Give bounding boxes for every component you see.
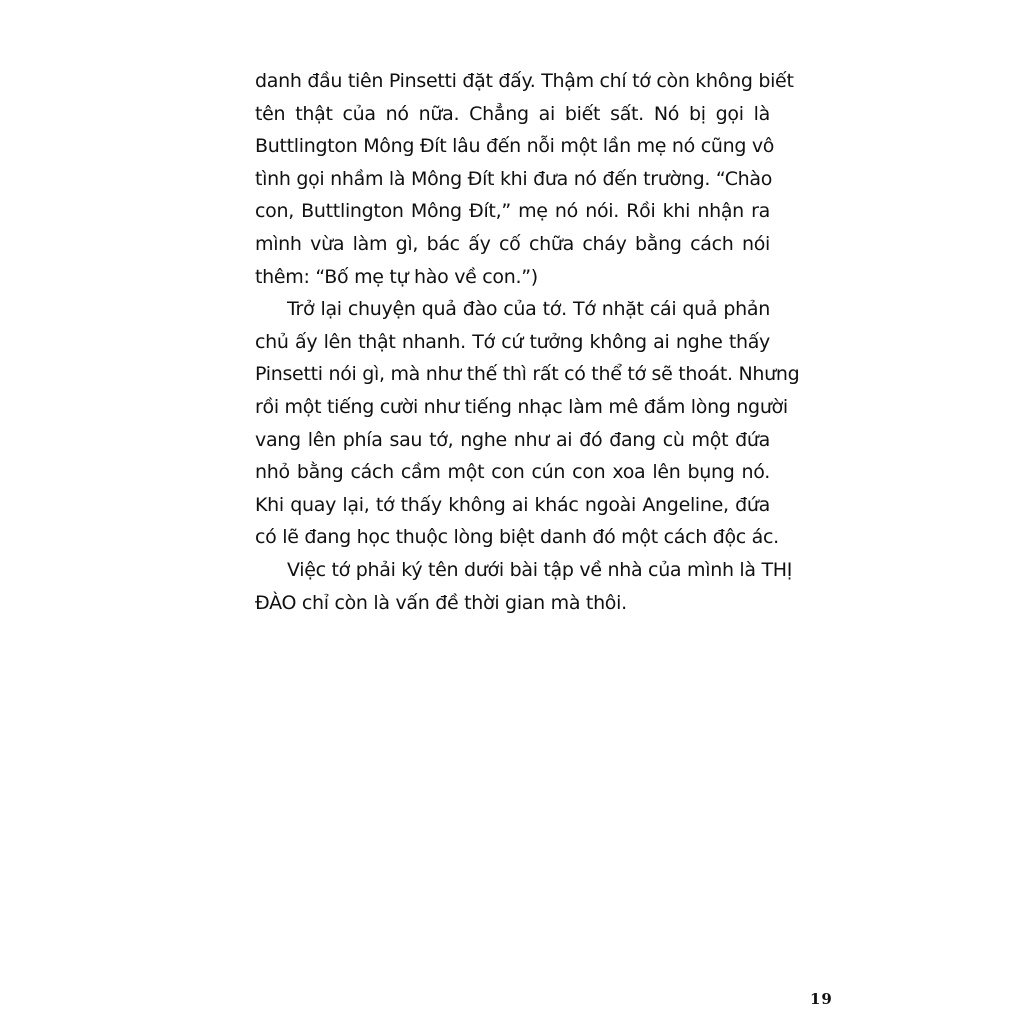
text-line: ĐÀO chỉ còn là vấn đề thời gian mà thôi. <box>255 591 627 614</box>
text-line: Khi quay lại, tớ thấy không ai khác ngoài Angeline, đứa <box>255 493 770 516</box>
text-line: danh đầu tiên Pinsetti đặt đấy. Thậm chí tớ còn không biết <box>255 70 794 92</box>
text-line: mình vừa làm gì, bác ấy cố chữa cháy bằng cách nói <box>255 232 770 255</box>
text-line: tên thật của nó nữa. Chẳng ai biết sất. Nó bị gọi là <box>255 102 770 125</box>
text-line: con, Buttlington Mông Đít,” mẹ nó nói. Rồi khi nhận ra <box>255 200 770 223</box>
text-line: Pinsetti nói gì, mà như thế thì rất có thể tớ sẽ thoát. Nhưng <box>255 363 800 386</box>
text-line: thêm: “Bố mẹ tự hào về con.”) <box>255 265 538 288</box>
text-line: có lẽ đang học thuộc lòng biệt danh đó một cách độc ác. <box>255 526 779 549</box>
text-line: nhỏ bằng cách cầm một con cún con xoa lên bụng nó. <box>255 461 770 484</box>
page-number: 19 <box>810 990 833 1008</box>
text-line: Trở lại chuyện quả đào của tớ. Tớ nhặt cái quả phản <box>287 298 770 321</box>
text-line: rồi một tiếng cười như tiếng nhạc làm mê đắm lòng người <box>255 395 788 418</box>
text-line: vang lên phía sau tớ, nghe như ai đó đang cù một đứa <box>255 428 770 451</box>
text-line: chủ ấy lên thật nhanh. Tớ cứ tưởng không ai nghe thấy <box>255 330 770 353</box>
text-line: Buttlington Mông Đít lâu đến nỗi một lần mẹ nó cũng vô <box>255 135 775 158</box>
text-line: tình gọi nhầm là Mông Đít khi đưa nó đến trường. “Chào <box>255 167 773 190</box>
text-line: Việc tớ phải ký tên dưới bài tập về nhà của mình là THỊ <box>287 558 793 581</box>
body-text <box>255 65 800 619</box>
